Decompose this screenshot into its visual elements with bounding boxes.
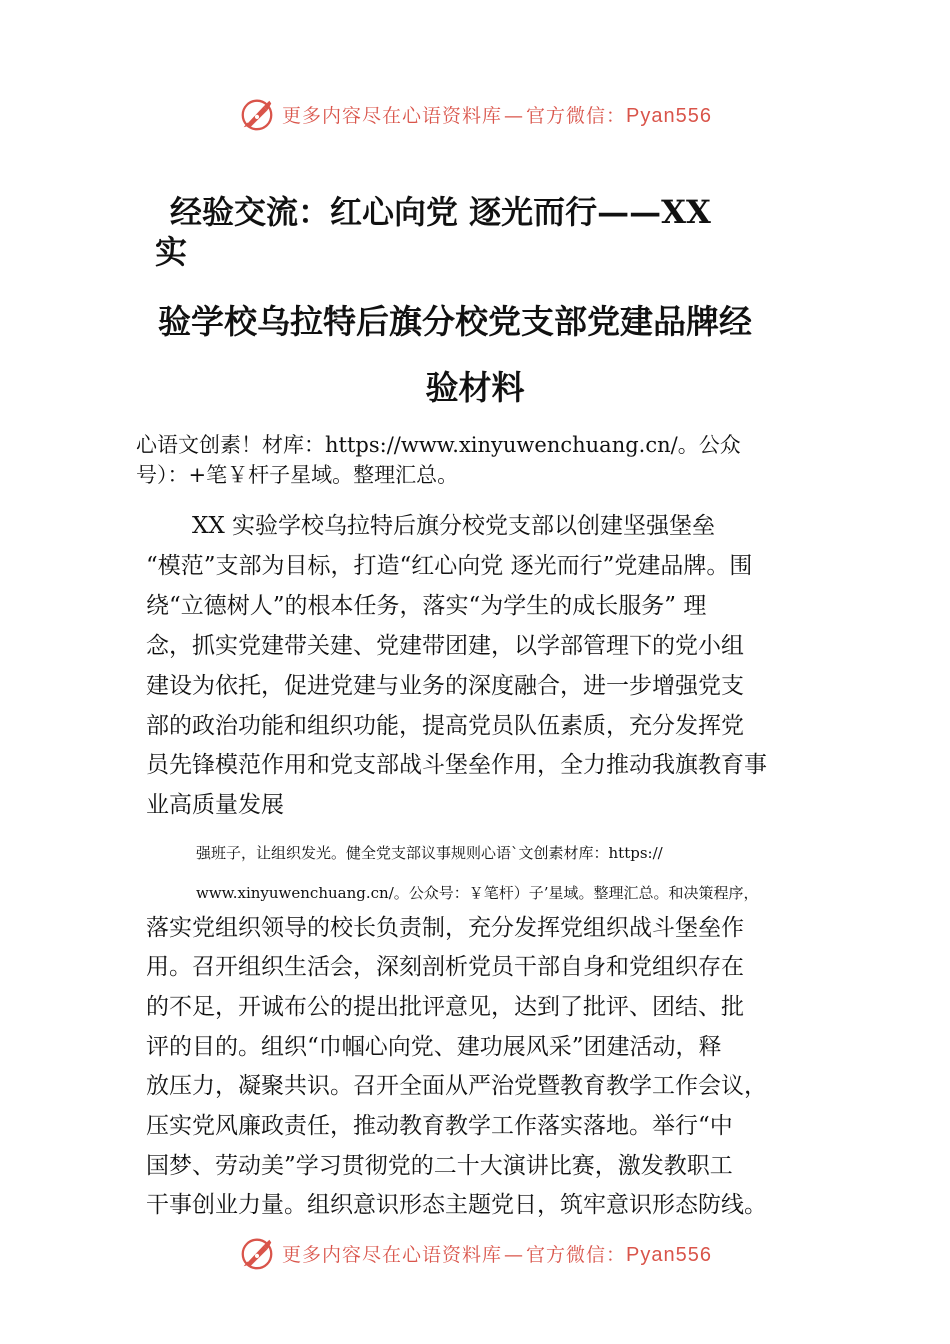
banner-wechat-id: Pyan556 <box>626 1243 712 1266</box>
paragraph-line: 业高质量发展 <box>146 792 284 818</box>
source-note-line-2: 号）：+笔￥杆子星域。整理汇总。 <box>136 463 459 487</box>
banner-wechat-id: Pyan556 <box>626 104 712 127</box>
paragraph-line: “模范”支部为目标，打造“红心向党 逐光而行”党建品牌。围 <box>146 553 753 579</box>
paragraph-line: 干事创业力量。组织意识形态主题党日，筑牢意识形态防线。 <box>146 1192 767 1218</box>
paragraph-line: 评的目的。组织“巾帼心向党、建功展风采”团建活动，释 <box>146 1034 722 1060</box>
paragraph-line: XX 实验学校乌拉特后旗分校党支部以创建坚强堡垒 <box>146 513 716 539</box>
document-title-line-4: 验材料 <box>425 368 525 407</box>
pen-nib-logo-icon <box>238 95 276 133</box>
banner-dash: — <box>504 104 525 127</box>
banner-main-text: 更多内容尽在心语资料库 <box>282 1243 503 1266</box>
paragraph-line: 落实党组织领导的校长负责制，充分发挥党组织战斗堡垒作 <box>146 915 744 941</box>
paragraph-line: 绕“立德树人”的根本任务，落实“为学生的成长服务” 理 <box>146 593 707 619</box>
paragraph-line: 压实党风廉政责任，推动教育教学工作落实落地。举行“中 <box>146 1113 733 1139</box>
header-banner <box>0 92 950 136</box>
inserted-note-line-2: www.xinyuwenchuang.cn/。公众号：￥笔杆）子’星域。整理汇总。和决策程序， <box>196 884 759 902</box>
banner-text <box>282 1240 712 1267</box>
banner-main-text: 更多内容尽在心语资料库 <box>282 104 503 127</box>
paragraph-line: 念，抓实党建带关建、党建带团建，以学部管理下的党小组 <box>146 633 744 659</box>
footer-banner <box>0 1231 950 1275</box>
document-title-line-2: 实 <box>155 233 188 271</box>
paragraph-line: 建设为依托，促进党建与业务的深度融合，进一步增强党支 <box>146 673 744 699</box>
paragraph-line: 国梦、劳动美”学习贯彻党的二十大演讲比赛，激发教职工 <box>146 1153 733 1179</box>
banner-text <box>282 101 712 128</box>
paragraph-line: 的不足，开诚布公的提出批评意见，达到了批评、团结、批 <box>146 994 744 1020</box>
paragraph-line: 用。召开组织生活会，深刻剖析党员干部自身和党组织存在 <box>146 954 744 980</box>
document-title-line-3: 验学校乌拉特后旗分校党支部党建品牌经 <box>158 302 752 341</box>
banner-wechat-label: 官方微信： <box>526 1243 627 1266</box>
banner-dash: — <box>504 1243 525 1266</box>
document-title-line-1: 经验交流：红心向党 逐光而行——XX <box>170 193 711 231</box>
inserted-note-line-1: 强班子，让组织发光。健全党支部议事规则心语`文创素材库：https:// <box>196 844 663 862</box>
source-note-line-1: 心语文创素！材库：https://www.xinyuwenchuang.cn/。公众 <box>136 433 741 457</box>
paragraph-line: 部的政治功能和组织功能，提高党员队伍素质，充分发挥党 <box>146 713 744 739</box>
paragraph-line: 员先锋模范作用和党支部战斗堡垒作用，全力推动我旗教育事 <box>146 752 767 778</box>
banner-wechat-label: 官方微信： <box>526 104 627 127</box>
pen-nib-logo-icon <box>238 1234 276 1272</box>
paragraph-line: 放压力，凝聚共识。召开全面从严治党暨教育教学工作会议， <box>146 1073 767 1099</box>
